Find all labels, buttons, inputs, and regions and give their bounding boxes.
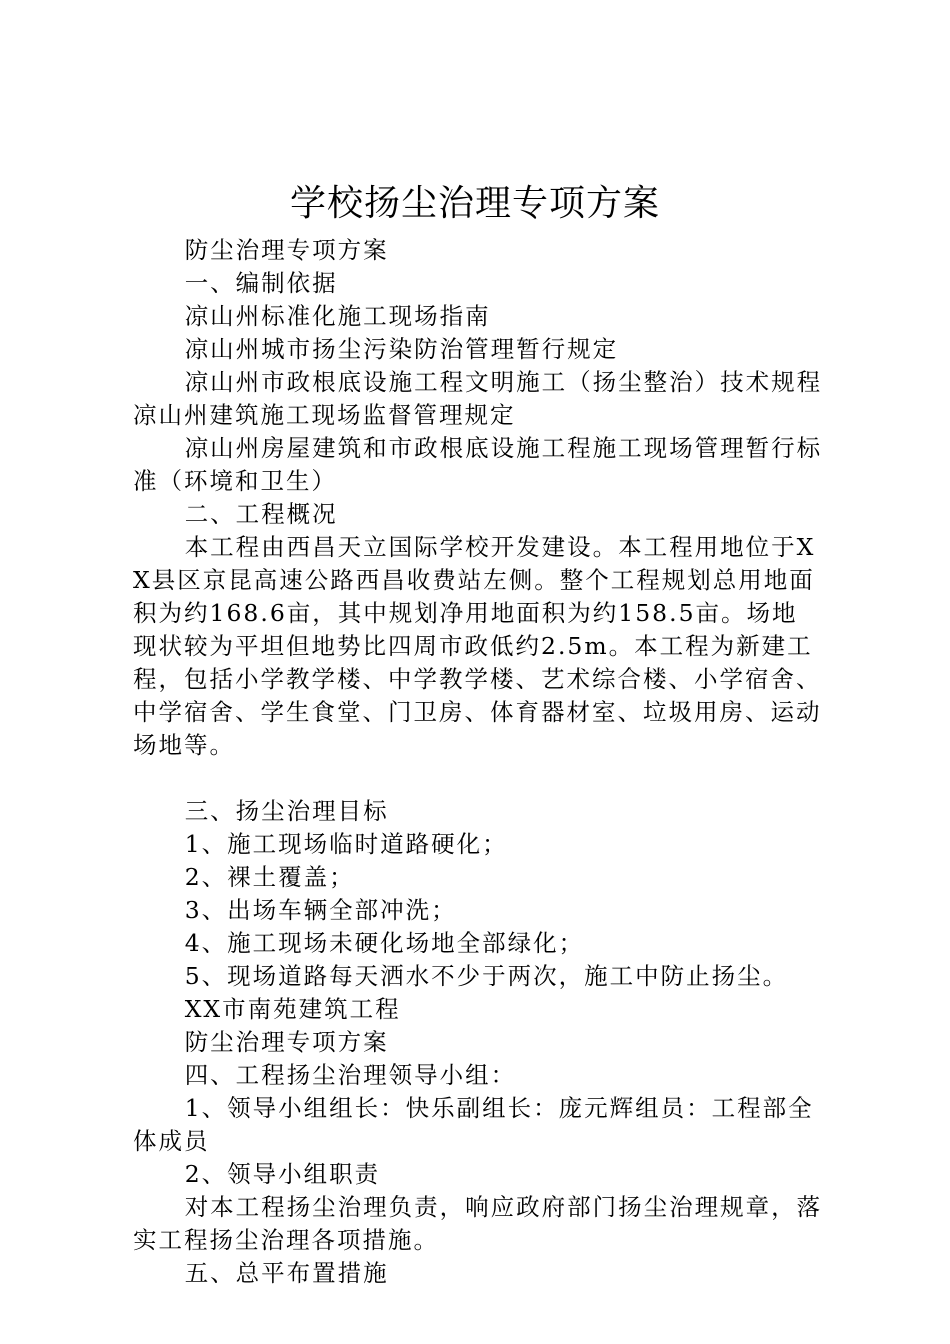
- paragraph: 凉山州标准化施工现场指南: [184, 302, 491, 330]
- section-heading: 三、扬尘治理目标: [184, 797, 389, 825]
- paragraph: 对本工程扬尘治理负责，响应政府部门扬尘治理规章，落实工程扬尘治理各项措施。: [133, 1193, 823, 1254]
- list-item: 1、领导小组组长：快乐副组长：庞元辉组员：工程部全体成员: [133, 1094, 814, 1155]
- section-heading: 四、工程扬尘治理领导小组：: [184, 1061, 517, 1089]
- list-item: 5、现场道路每天洒水不少于两次，施工中防止扬尘。: [184, 962, 789, 990]
- paragraph: 本工程由西昌天立国际学校开发建设。本工程用地位于XX县区京昆高速公路西昌收费站左侧。整个工程规划总用地面积为约168.6亩，其中规划净用地面积为约158.5亩。场地现状较为平坦但地势比四周市政低约2.5m。本工程为新建工程，包括小学教学楼、中学教学楼、艺术综合楼、小学宿舍、中学宿舍、学生食堂、门卫房、体育器材室、垃圾用房、运动场地等。: [133, 533, 822, 759]
- list-item: 3、出场车辆全部冲洗；: [184, 896, 457, 924]
- paragraph: 防尘治理专项方案: [184, 236, 389, 264]
- section-heading: 五、总平布置措施: [184, 1259, 389, 1287]
- list-item: 2、裸土覆盖；: [184, 863, 355, 891]
- document-body: [133, 234, 823, 1290]
- list-item: 1、施工现场临时道路硬化；: [184, 830, 508, 858]
- section-heading: 一、编制依据: [184, 269, 338, 297]
- paragraph: 凉山州房屋建筑和市政根底设施工程施工现场管理暂行标准（环境和卫生）: [133, 434, 823, 495]
- paragraph: 凉山州市政根底设施工程文明施工（扬尘整治）技术规程凉山州建筑施工现场监督管理规定: [133, 368, 823, 429]
- section-heading: 二、工程概况: [184, 500, 338, 528]
- list-item: 4、施工现场未硬化场地全部绿化；: [184, 929, 585, 957]
- blank-line: [133, 762, 823, 795]
- paragraph: XX市南苑建筑工程: [184, 995, 401, 1023]
- document-title: 学校扬尘治理专项方案: [289, 183, 660, 224]
- paragraph: 凉山州城市扬尘污染防治管理暂行规定: [184, 335, 619, 363]
- list-item: 2、领导小组职责: [184, 1160, 381, 1188]
- paragraph: 防尘治理专项方案: [184, 1028, 389, 1056]
